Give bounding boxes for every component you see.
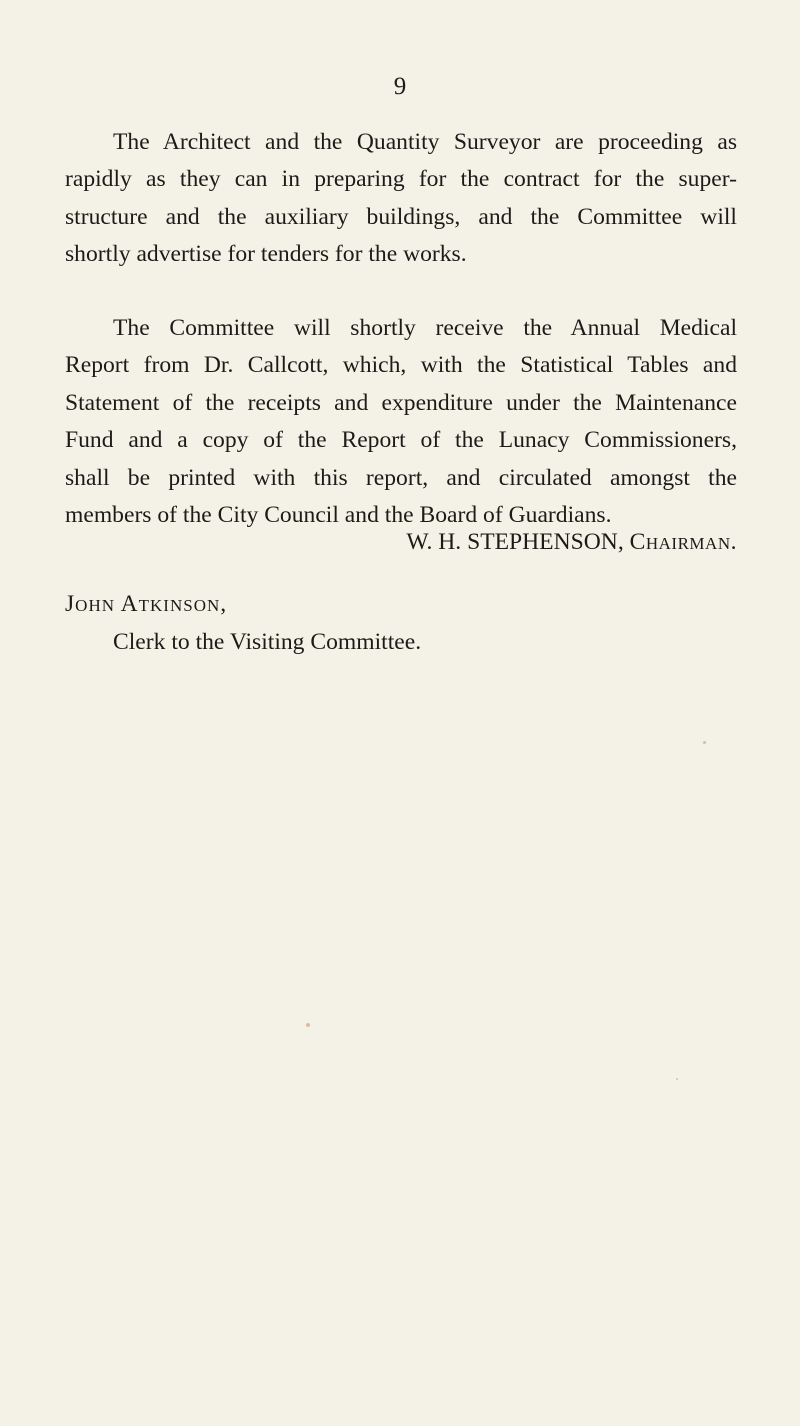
paragraph-line: shall be printed with this report, and circulated amongst the	[65, 464, 737, 491]
paragraph-line: shortly advertise for tenders for the works.	[65, 241, 467, 268]
paper-speck	[703, 741, 706, 744]
page-number: 9	[393, 73, 407, 100]
chairman-role: Chairman.	[629, 529, 737, 555]
chairman-signature	[0, 524, 737, 561]
paragraph-line: Fund and a copy of the Report of the Lunacy Commissioners,	[65, 427, 737, 454]
clerk-name: John Atkinson,	[65, 591, 228, 617]
paragraph-architect	[65, 124, 737, 274]
paragraph-line: Report from Dr. Callcott, which, with the Statistical Tables and	[65, 352, 737, 379]
clerk-title: Clerk to the Visiting Committee.	[113, 629, 422, 655]
chairman-name: W. H. STEPHENSON,	[406, 529, 624, 555]
paper-speck	[676, 1078, 678, 1080]
paragraph-line: Statement of the receipts and expenditure under the Maintenance	[65, 389, 737, 416]
paragraph-line: structure and the auxiliary buildings, and the Committee will	[65, 203, 737, 230]
paper-speck	[306, 1023, 310, 1027]
paragraph-line: rapidly as they can in preparing for the contract for the super-	[65, 166, 737, 193]
paragraph-line: members of the City Council and the Board of Guardians.	[65, 502, 612, 529]
paragraph-line: The Committee will shortly receive the Annual Medical	[113, 315, 737, 341]
paragraph-line: The Architect and the Quantity Surveyor are proceeding as	[113, 129, 737, 155]
paragraph-medical-report	[65, 310, 737, 534]
